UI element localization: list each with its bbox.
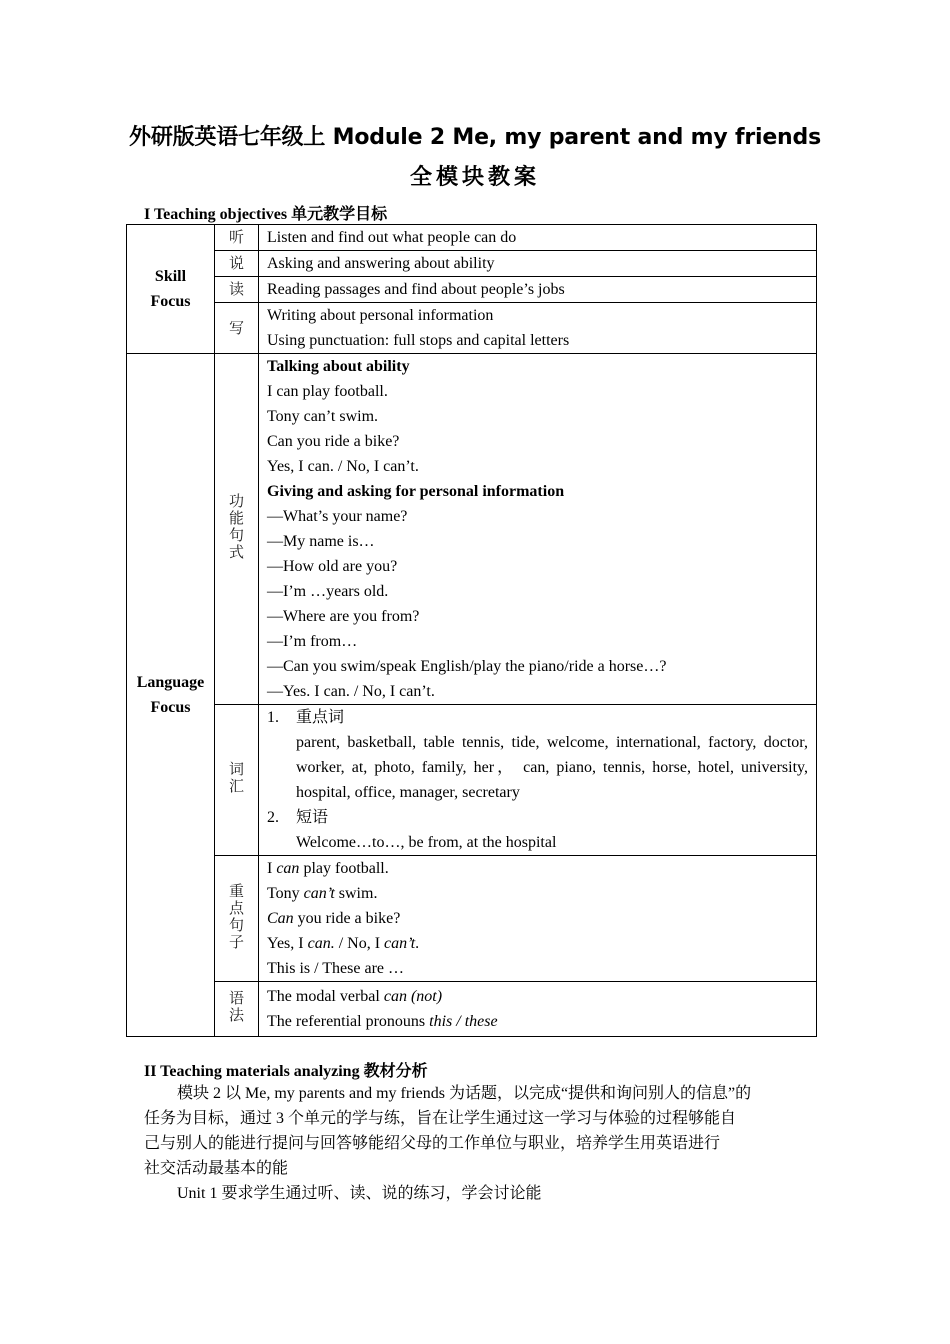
unit1-paragraph: Unit 1 要求学生通过听、读、说的练习，学会讨论能 xyxy=(177,1185,542,1202)
vocab-phrases: Welcome…to…, be from, at the hospital xyxy=(296,834,557,851)
skill-sub-listening: 听 xyxy=(215,225,259,251)
key-sentences-content: I can play football. Tony can’t swim. Can you ride a bike? Yes, I can. / No, I can’t. This is / These are … xyxy=(259,856,817,982)
skill-focus-label: Skill Focus xyxy=(127,225,215,354)
skill-listening-text: Listen and find out what people can do xyxy=(259,225,817,251)
language-focus-label: Language Focus xyxy=(127,354,215,1037)
skill-sub-reading: 读 xyxy=(215,277,259,303)
materials-paragraph: 模块 2 以 Me, my parents and my friends 为话题，以完成“提供和询问别人的信息”的 任务为目标，通过 3 个单元的学与练，旨在让学生通过这一学习与体验的过程够能自 己与别人的能进行提问与回答够能绍父母的工作单位与职业，培养学生用英语进行 社交活动最基本的能 xyxy=(144,1085,752,1177)
skill-writing-text: Writing about personal information Using punctuation: full stops and capital letters xyxy=(259,303,817,354)
grammar-sub-label: 语法 xyxy=(215,982,259,1037)
objectives-table xyxy=(126,224,817,1037)
skill-sub-writing: 写 xyxy=(215,303,259,354)
skill-reading-text: Reading passages and find about people’s jobs xyxy=(259,277,817,303)
functions-heading-ability: Talking about ability xyxy=(267,358,410,375)
skill-sub-speaking: 说 xyxy=(215,251,259,277)
vocab-content: 1. 重点词 parent, basketball, table tennis, tide, welcome, international, factory, doctor, worker, at, photo, family, her， can, piano, tennis, horse, hotel, university, hospital, office, manager, secretary 2. 短语 Welcome…to…, be from, at the hospital xyxy=(259,705,817,856)
document-title: 外研版英语七年级上 Module 2 Me, my parent and my friends xyxy=(129,125,821,150)
functions-content: Talking about ability I can play football. Tony can’t swim. Can you ride a bike? Yes, I can. / No, I can’t. Giving and asking for personal information —What’s your name? —My name is… —How old are you? —I’m …years old. —Where are you from? —I’m from… —Can you swim/speak English/play the piano/ride a horse…? —Yes. I can. / No, I can’t. xyxy=(259,354,817,705)
vocab-sub-label: 词汇 xyxy=(215,705,259,856)
skill-speaking-text: Asking and answering about ability xyxy=(259,251,817,277)
document-subtitle: 全模块教案 xyxy=(409,165,540,190)
vocab-key-words: parent, basketball, table tennis, tide, welcome, international, factory, doctor, worker, at, photo, family, her， can, piano, tennis, horse, hotel, university, hospital, office, manager, secretary xyxy=(296,734,808,801)
section-heading-materials: II Teaching materials analyzing 教材分析 xyxy=(144,1063,428,1080)
functions-sub-label: 功能句式 xyxy=(215,354,259,705)
key-sentences-sub-label: 重点句子 xyxy=(215,856,259,982)
section-heading-objectives: I Teaching objectives 单元教学目标 xyxy=(144,206,388,223)
grammar-content: The modal verbal can (not) The referential pronouns this / these xyxy=(259,982,817,1037)
functions-heading-personal-info: Giving and asking for personal information xyxy=(267,483,565,500)
